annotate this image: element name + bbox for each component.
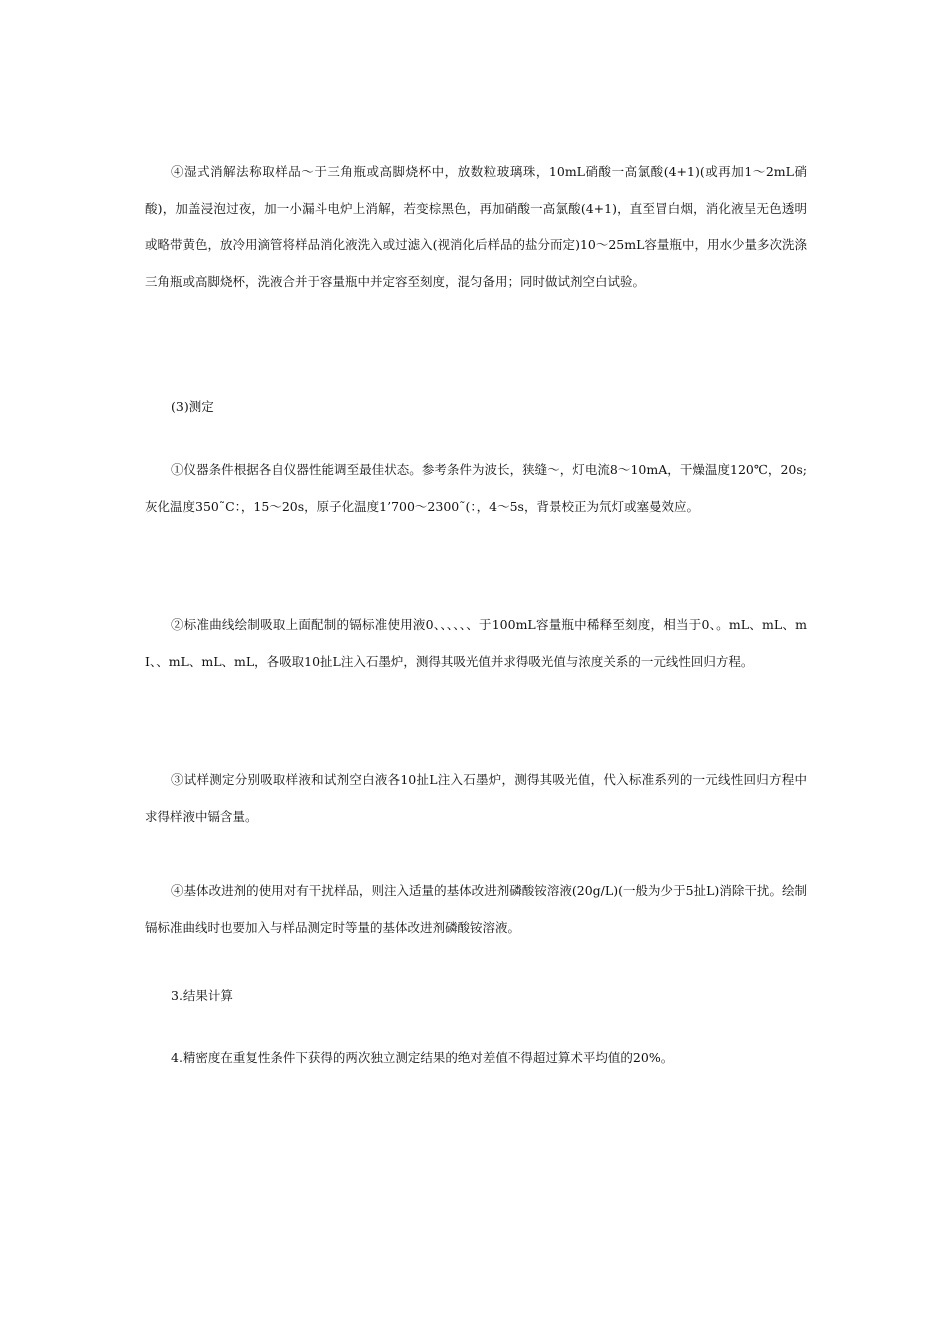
paragraph-precision: 4.精密度在重复性条件下获得的两次独立测定结果的绝对差值不得超过算术平均值的20%。 [171,1050,674,1065]
paragraph-wet-digestion: ④湿式消解法称取样品～于三角瓶或高脚烧杯中，放数粒玻璃珠，10mL硝酸一高氯酸(4+1)(或再加1～2mL硝酸)，加盖浸泡过夜，加一小漏斗电炉上消解，若变棕黑色，再加硝酸一高氯酸(4+1)，直至冒白烟，消化液呈无色透明或略带黄色，放冷用滴管将样品消化液洗入或过滤入(视消化后样品的盐分而定)10～25mL容量瓶中，用水少量多次洗涤三角瓶或高脚烧杯，洗液合并于容量瓶中并定容至刻度，混匀备用；同时做试剂空白试验。 [145,164,807,289]
paragraph-sample-determination: ③试样测定分别吸取样液和试剂空白液各10扯L注入石墨炉，测得其吸光值，代入标准系列的一元线性回归方程中求得样液中镉含量。 [145,772,807,824]
paragraph-instrument-conditions: ①仪器条件根据各自仪器性能调至最佳状态。参考条件为波长，狭缝～，灯电流8～10mA，干燥温度120℃，20s;灰化温度350˜C：，15～20s，原子化温度1’700～2300˜(：，4～5s，背景校正为氘灯或塞曼效应。 [145,462,807,514]
section-heading-determination: (3)测定 [171,399,214,414]
paragraph-standard-curve: ②标准曲线绘制吸取上面配制的镉标准使用液0、、、、、、于100mL容量瓶中稀释至刻度，相当于0、。mL、mL、mI、、mL、mL、mL，各吸取10扯L注入石墨炉，测得其吸光值并求得吸光值与浓度关系的一元线性回归方程。 [145,617,807,669]
section-heading-result-calculation: 3.结果计算 [171,988,233,1003]
paragraph-matrix-modifier: ④基体改进剂的使用对有干扰样品，则注入适量的基体改进剂磷酸铵溶液(20g/L)(一般为少于5扯L)消除干扰。绘制镉标准曲线时也要加入与样品测定时等量的基体改进剂磷酸铵溶液。 [145,883,807,935]
